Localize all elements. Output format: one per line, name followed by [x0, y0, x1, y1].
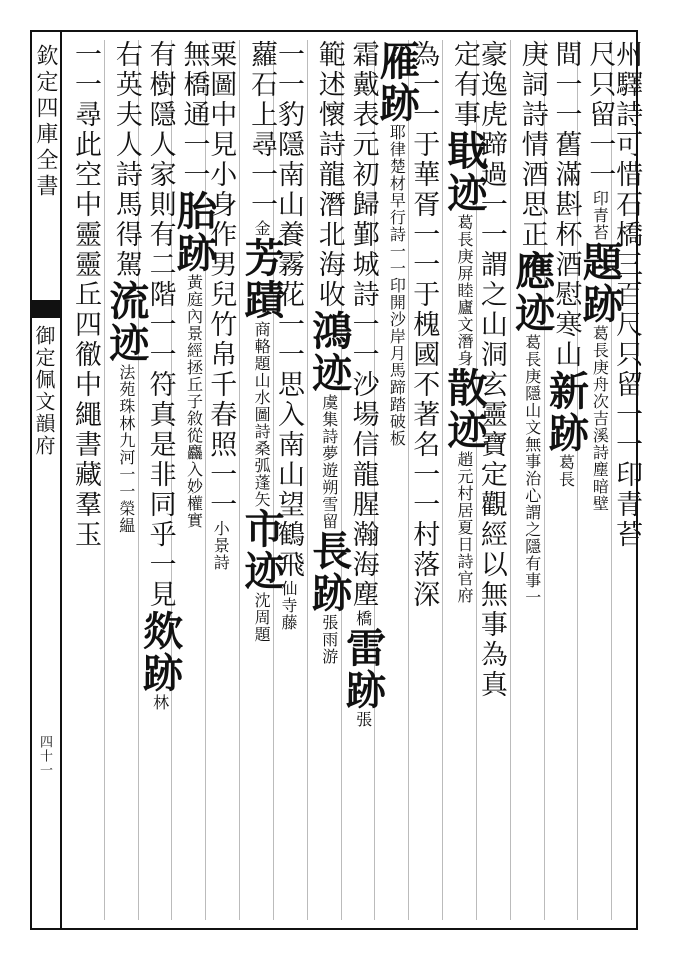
- annotation-text: 商輅題山水圖詩桑弧蓬矢: [252, 321, 272, 508]
- annotation-text: 耶律楚材早行詩一一印開沙岸月馬蹄踏破板: [387, 124, 407, 447]
- body-text: 一一尋此空中靈: [70, 40, 101, 250]
- body-text: 尺只留: [584, 40, 616, 130]
- fishtail-mark: [32, 300, 60, 318]
- entry-heading: 戢迹: [441, 130, 489, 214]
- text-column: [102, 40, 150, 534]
- annotation-text: 趙元村居夏日詩官府: [455, 451, 475, 604]
- column-rule: [510, 40, 511, 920]
- text-column: [305, 40, 353, 665]
- annotation-text: 葛長庚屏睦廬文潛身: [455, 214, 475, 367]
- text-column: [441, 40, 489, 604]
- body-text: 庚詞詩情酒思正: [516, 40, 548, 250]
- column-rule: [442, 40, 443, 920]
- annotation-text: 葛長: [556, 454, 576, 488]
- column-rule: [239, 40, 240, 920]
- body-text: 作男兒竹帛千春照一一: [205, 220, 237, 520]
- annotation-text: 葛長庚舟次吉溪詩塵暗壁: [590, 325, 610, 512]
- body-text: 右英夫人詩馬得駕: [110, 40, 142, 280]
- annotation-text: 張: [353, 711, 373, 728]
- body-text: 不著名一一村落深: [408, 370, 440, 610]
- annotation-text: 虞集詩夢遊朔雪留: [319, 394, 339, 530]
- entry-heading: 應迹: [508, 250, 556, 334]
- body-text: 一一豹隱南山養霧花: [272, 40, 304, 310]
- body-text: 為一一于華胥一一于槐國: [408, 40, 440, 370]
- body-text: 有樹隱人家: [144, 40, 176, 190]
- body-text: 一一: [584, 130, 616, 190]
- column-rule: [307, 40, 308, 920]
- annotation-text: 金: [252, 220, 272, 237]
- annotation-text: 黃庭內景經拯丘子敘從麤入妙權實: [184, 274, 204, 529]
- body-text: 尺只留一一印青苔: [611, 310, 643, 550]
- body-text: 範述懷詩龍潛北海收: [313, 40, 345, 310]
- entry-heading: 欻跡: [136, 610, 184, 694]
- entry-heading: 流迹: [102, 280, 150, 364]
- entry-heading: 雁跡: [373, 40, 421, 124]
- entry-heading: 雷跡: [339, 627, 387, 711]
- annotation-text: 法苑珠林九河一一榮緼: [116, 364, 136, 534]
- body-text: 州驛詩可惜石橋三百: [611, 40, 643, 310]
- section-title: 御定佩文韻府: [32, 325, 56, 457]
- body-text: 定有事: [449, 40, 481, 130]
- body-text: 間一一舊滿斟杯酒慰寒山: [550, 40, 582, 370]
- annotation-text: 張雨游: [319, 614, 339, 665]
- annotation-text: 小景詩: [211, 520, 231, 571]
- body-text: 霜戴表元初歸鄞城詩一一沙場信龍腥瀚海塵: [347, 40, 379, 610]
- entry-heading: 芳蹟: [238, 237, 286, 321]
- body-text: 一一思入南山望鶴飛: [272, 310, 304, 580]
- body-text: 謂之山洞玄靈寶定觀經以無事為真: [475, 250, 507, 700]
- entry-heading: 長跡: [305, 530, 353, 614]
- column-rule: [104, 40, 105, 920]
- entry-heading: 散迹: [441, 367, 489, 451]
- annotation-text: 印青苔: [590, 190, 610, 241]
- annotation-text: 林: [150, 694, 170, 711]
- body-text: 靈丘四徹中繩書藏羣玉: [70, 250, 101, 550]
- entry-heading: 胎跡: [170, 190, 218, 274]
- text-column: [238, 40, 286, 643]
- book-title: 欽定四庫全書: [33, 44, 58, 200]
- body-text: 豪逸虎蹄過一一: [475, 40, 507, 250]
- entry-heading: 新跡: [542, 370, 590, 454]
- text-column: [72, 40, 99, 550]
- annotation-text: 葛長庚隱山文無事治心謂之隱有事一: [522, 334, 542, 606]
- entry-heading: 市迹: [238, 508, 286, 592]
- annotation-text: 橋: [353, 610, 373, 627]
- text-column: [508, 40, 556, 606]
- entry-heading: 題跡: [576, 241, 624, 325]
- entry-heading: 鴻迹: [305, 310, 353, 394]
- body-text: 無橋通一一: [178, 40, 210, 190]
- body-text: 則有二階一一符真是非同乎一見: [144, 190, 176, 610]
- annotation-text: 沈周題: [252, 592, 272, 643]
- folio-number: 四十一: [37, 735, 52, 777]
- body-text: 蘿石上尋一一: [246, 40, 278, 220]
- annotation-text: 仙寺藤: [278, 580, 298, 631]
- body-text: 粟圖中見小身: [205, 40, 237, 220]
